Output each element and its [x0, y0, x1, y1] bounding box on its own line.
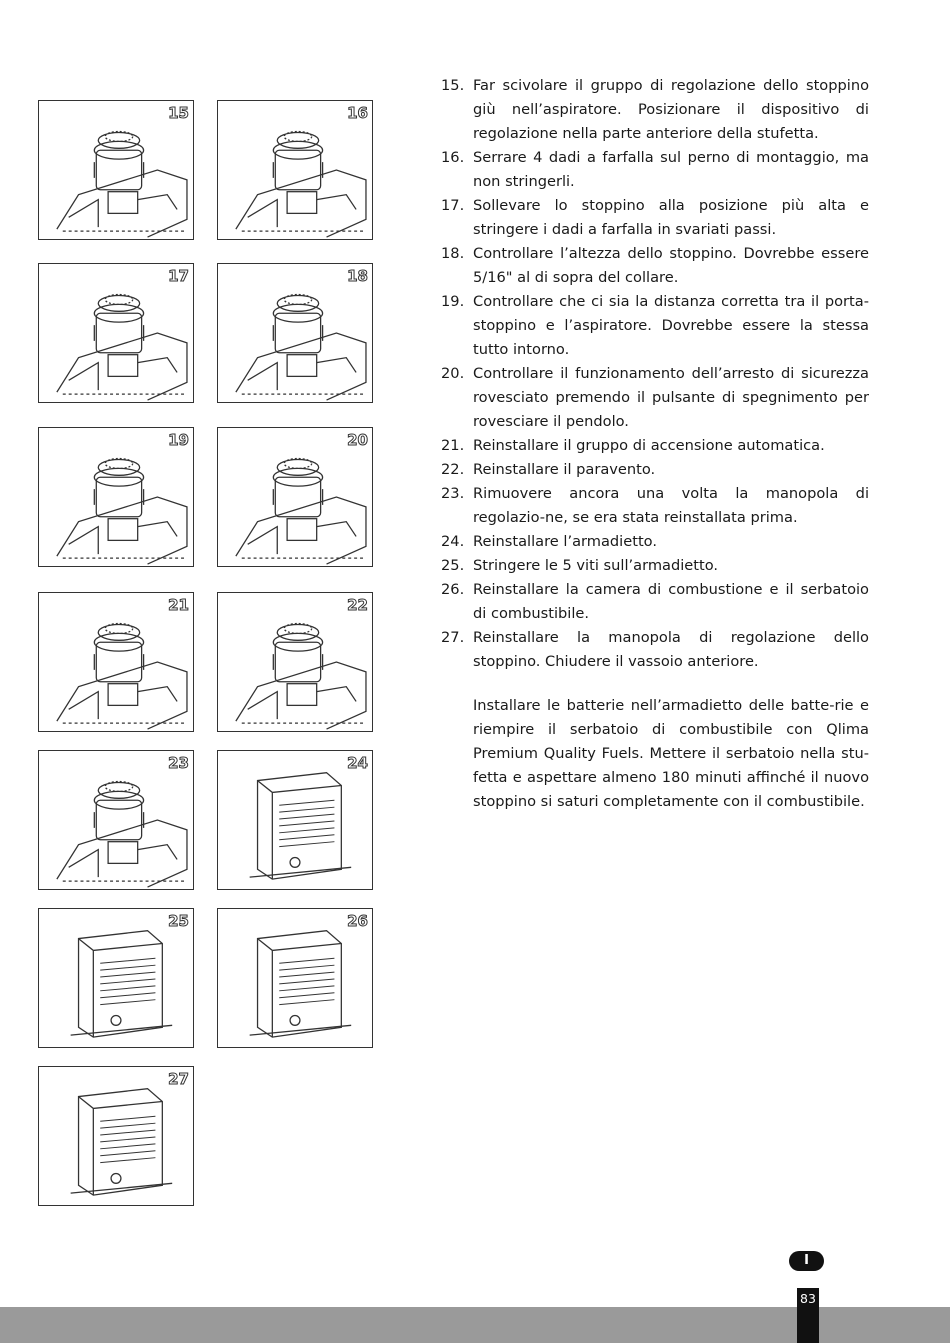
step-number: 26.: [441, 581, 465, 598]
figure-step-17: [38, 263, 194, 403]
figure-step-15: [38, 100, 194, 240]
figure-number: 21: [168, 596, 189, 614]
step-item: [441, 458, 869, 482]
figure-step-20: [217, 427, 373, 567]
step-number: 22.: [441, 461, 465, 478]
figure-number: 27: [168, 1070, 189, 1088]
figure-step-27: [38, 1066, 194, 1206]
step-item: [441, 290, 869, 362]
step-text: Reinstallare il gruppo di accensione automatica.: [473, 437, 825, 454]
figure-number: 25: [168, 912, 189, 930]
step-item: [441, 626, 869, 674]
step-item: [441, 530, 869, 554]
figure-number: 26: [347, 912, 368, 930]
figure-number: 19: [168, 431, 189, 449]
step-text: Reinstallare il paravento.: [473, 461, 656, 478]
step-item: [441, 434, 869, 458]
step-number: 24.: [441, 533, 465, 550]
step-item: [441, 482, 869, 530]
language-badge: I: [789, 1251, 824, 1271]
figure-number: 17: [168, 267, 189, 285]
step-text: Reinstallare la camera di combustione e il serbatoio di combustibile.: [473, 581, 869, 622]
step-text: Controllare il funzionamento dell’arresto di sicurezza rovesciato premendo il pulsante di spegnimento per rovesciare il pendolo.: [473, 365, 869, 430]
step-text: Reinstallare l’armadietto.: [473, 533, 657, 550]
figure-step-26: [217, 908, 373, 1048]
step-item: [441, 146, 869, 194]
figure-number: 15: [168, 104, 189, 122]
step-text: Reinstallare la manopola di regolazione dello stoppino. Chiudere il vassoio anteriore.: [473, 629, 869, 670]
step-number: 23.: [441, 485, 465, 502]
figure-step-22: [217, 592, 373, 732]
step-item: [441, 194, 869, 242]
figure-number: 18: [347, 267, 368, 285]
figure-step-21: [38, 592, 194, 732]
figure-step-23: [38, 750, 194, 890]
step-text: Controllare che ci sia la distanza corretta tra il porta-stoppino e l’aspiratore. Dovrebbe essere la stessa tutto intorno.: [473, 293, 869, 358]
steps-list: [441, 74, 869, 674]
step-text: Serrare 4 dadi a farfalla sul perno di montaggio, ma non stringerli.: [473, 149, 869, 190]
figure-number: 24: [347, 754, 368, 772]
figure-number: 16: [347, 104, 368, 122]
page-number: 83: [800, 1291, 816, 1306]
step-item: [441, 554, 869, 578]
step-number: 15.: [441, 77, 465, 94]
step-number: 16.: [441, 149, 465, 166]
figure-step-24: [217, 750, 373, 890]
step-number: 20.: [441, 365, 465, 382]
step-number: 17.: [441, 197, 465, 214]
figure-number: 20: [347, 431, 368, 449]
step-item: [441, 362, 869, 434]
figure-step-18: [217, 263, 373, 403]
step-item: [441, 242, 869, 290]
step-item: [441, 578, 869, 626]
figure-step-25: [38, 908, 194, 1048]
step-text: Far scivolare il gruppo di regolazione dello stoppino giù nell’aspiratore. Posizionare il dispositivo di regolazione nella parte anteriore della stufetta.: [473, 77, 869, 142]
figure-step-19: [38, 427, 194, 567]
figure-number: 23: [168, 754, 189, 772]
closing-paragraph: Installare le batterie nell’armadietto delle batte-rie e riempire il serbatoio di combustibile con Qlima Premium Quality Fuels. Mettere il serbatoio nella stu-fetta e aspettare almeno 180 minuti affinché il nuovo stoppino si saturi completamente con il combustibile.: [473, 697, 869, 810]
step-number: 21.: [441, 437, 465, 454]
step-number: 19.: [441, 293, 465, 310]
page-number-tab: [797, 1288, 819, 1343]
figure-step-16: [217, 100, 373, 240]
step-item: [441, 74, 869, 146]
step-text: Rimuovere ancora una volta la manopola di regolazio-ne, se era stata reinstallata prima.: [473, 485, 869, 526]
step-text: Sollevare lo stoppino alla posizione più alta e stringere i dadi a farfalla in svariati passi.: [473, 197, 869, 238]
step-text: Stringere le 5 viti sull’armadietto.: [473, 557, 719, 574]
step-number: 25.: [441, 557, 465, 574]
figure-number: 22: [347, 596, 368, 614]
step-number: 27.: [441, 629, 465, 646]
step-text: Controllare l’altezza dello stoppino. Dovrebbe essere 5/16" al di sopra del collare.: [473, 245, 869, 286]
step-number: 18.: [441, 245, 465, 262]
